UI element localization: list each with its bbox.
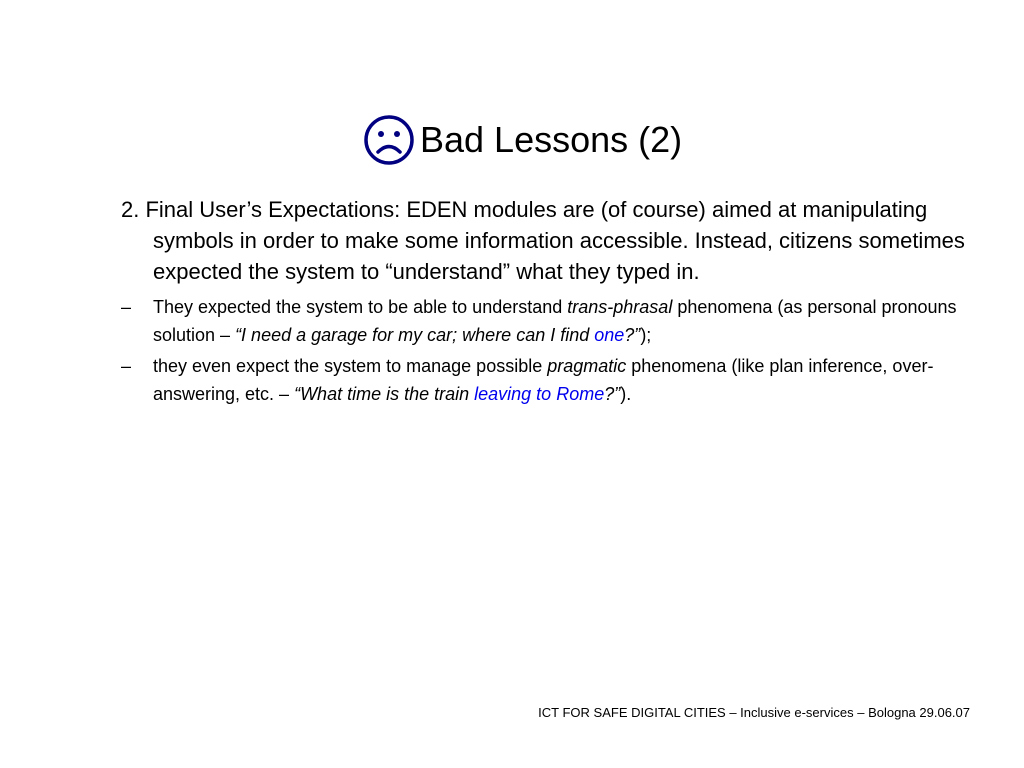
sub-point-text: phenomena (as personal pronouns solution – <box>153 297 957 345</box>
sub-point-term: pragmatic <box>547 356 627 376</box>
sub-point-text: they even expect the system to manage possible <box>153 356 548 376</box>
sub-point-text: phenomena (like plan inference, over-answering, etc. – <box>153 356 934 404</box>
main-point: 2. Final User’s Expectations: EDEN modules are (of course) aimed at manipulating symbols in order to make some information accessible. Instead, citizens sometimes expected the system to “understand” what they typed in. <box>121 197 965 284</box>
sub-point <box>121 352 981 408</box>
sad-face-icon <box>362 113 416 167</box>
bullet-dash: – <box>121 356 132 376</box>
sub-point-quote-end: ?” <box>604 384 621 404</box>
title-text: Bad Lessons (2) <box>420 119 683 160</box>
slide-body <box>121 194 981 411</box>
sub-point-text: ). <box>620 384 632 404</box>
sub-point-highlight: leaving to Rome <box>474 384 605 404</box>
sub-point-quote: “I need a garage for my car; where can I find <box>235 325 595 345</box>
sub-point-text: ); <box>640 325 652 345</box>
sub-point-highlight: one <box>594 325 625 345</box>
slide-footer: ICT FOR SAFE DIGITAL CITIES – Inclusive e-services – Bologna 29.06.07 <box>538 705 970 720</box>
sub-point-quote-end: ?” <box>624 325 641 345</box>
bullet-dash: – <box>121 297 132 317</box>
slide-title <box>362 112 682 168</box>
sub-point-quote: “What time is the train <box>294 384 475 404</box>
sub-point <box>121 293 981 349</box>
sub-point-term: trans-phrasal <box>567 297 673 317</box>
sub-point-text: They expected the system to be able to understand <box>153 297 568 317</box>
